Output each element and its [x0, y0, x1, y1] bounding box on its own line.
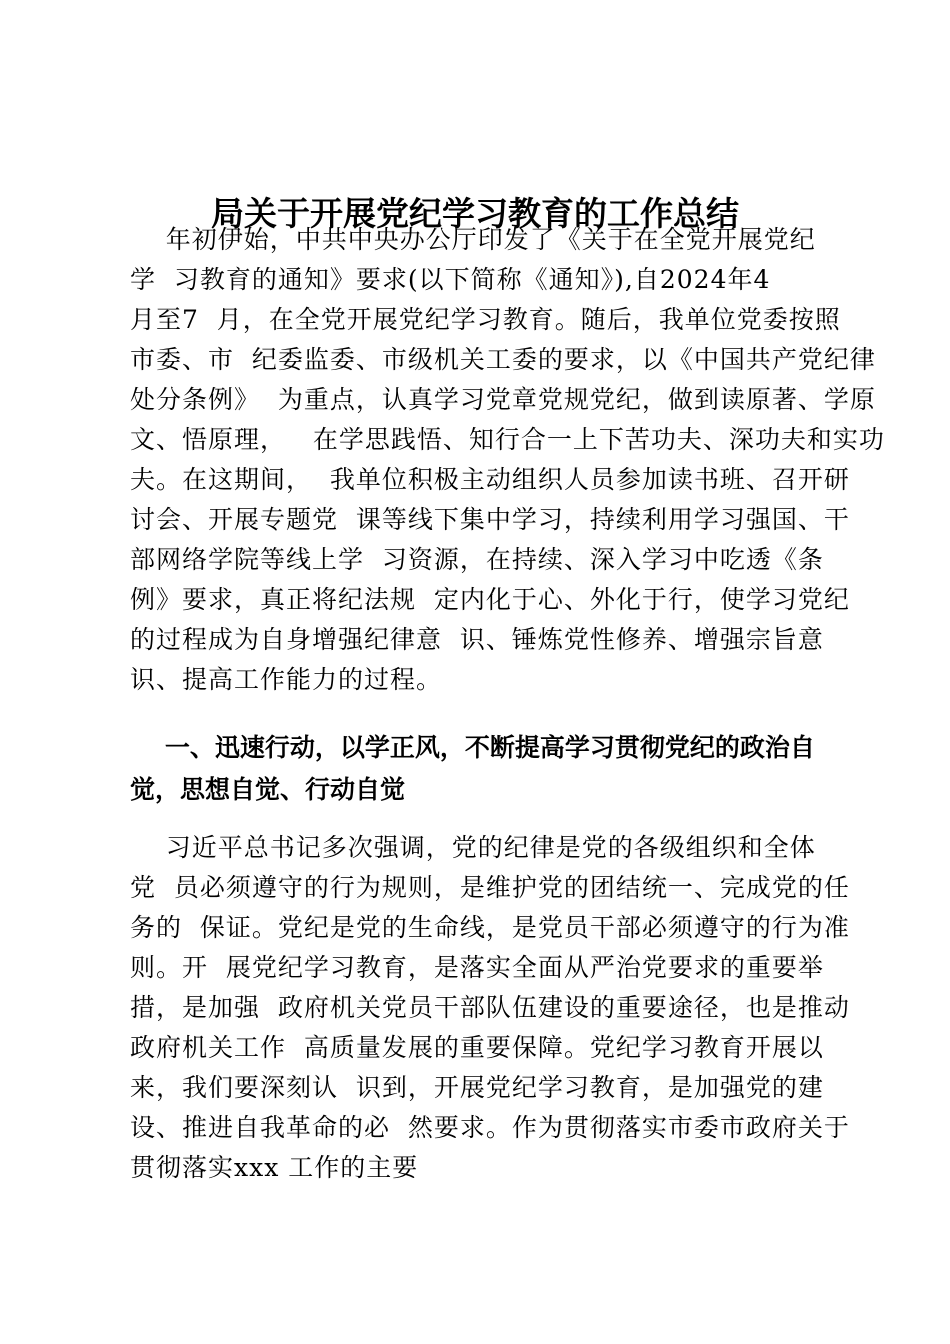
- paragraph-line: 月至7 月，在全党开展党纪学习教育。随后，我单位党委按照: [130, 305, 841, 334]
- paragraph-line: 设、推进自我革命的必 然要求。作为贯彻落实市委市政府关于: [130, 1113, 850, 1142]
- paragraph-line: 例》要求，真正将纪法规 定内化于心、外化于行，使学习党纪: [130, 585, 850, 614]
- paragraph-line: 学 习教育的通知》要求(以下简称《通知》),自2024年4: [130, 265, 771, 294]
- section-paragraph: [130, 828, 850, 1188]
- paragraph-line: 市委、市 纪委监委、市级机关工委的要求，以《中国共产党纪律: [130, 345, 876, 374]
- heading-line: 觉，思想自觉、行动自觉: [130, 775, 406, 804]
- document-title: 局关于开展党纪学习教育的工作总结: [211, 194, 739, 233]
- paragraph-line: 文、悟原理， 在学思践悟、知行合一上下苦功夫、深功夫和实功: [130, 425, 885, 454]
- paragraph-line: 政府机关工作 高质量发展的重要保障。党纪学习教育开展以: [130, 1033, 824, 1062]
- paragraph-line: 讨会、开展专题党 课等线下集中学习，持续利用学习强国、干: [130, 505, 850, 534]
- paragraph-line: 年初伊始，中共中央办公厅印发了《关于在全党开展党纪: [130, 225, 816, 254]
- paragraph-line: 务的 保证。党纪是党的生命线，是党员干部必须遵守的行为准: [130, 913, 850, 942]
- paragraph-line: 措，是加强 政府机关党员干部队伍建设的重要途径，也是推动: [130, 993, 850, 1022]
- paragraph-line: 处分条例》 为重点，认真学习党章党规党纪，做到读原著、学原: [130, 385, 876, 414]
- intro-paragraph: [130, 220, 885, 700]
- paragraph-line: 党 员必须遵守的行为规则，是维护党的团结统一、完成党的任: [130, 873, 850, 902]
- paragraph-line: 部网络学院等线上学 习资源，在持续、深入学习中吃透《条: [130, 545, 824, 574]
- section-heading: [130, 727, 830, 811]
- paragraph-line: 来，我们要深刻认 识到，开展党纪学习教育，是加强党的建: [130, 1073, 824, 1102]
- heading-line: 一、迅速行动，以学正风，不断提高学习贯彻党纪的政治自: [130, 733, 815, 762]
- paragraph-line: 识、提高工作能力的过程。: [130, 665, 443, 694]
- paragraph-line: 夫。在这期间， 我单位积极主动组织人员参加读书班、召开研: [130, 465, 850, 494]
- paragraph-line: 则。开 展党纪学习教育，是落实全面从严治党要求的重要举: [130, 953, 824, 982]
- paragraph-line: 贯彻落实xxx 工作的主要: [130, 1153, 419, 1182]
- paragraph-line: 的过程成为自身增强纪律意 识、锤炼党性修养、增强宗旨意: [130, 625, 824, 654]
- paragraph-line: 习近平总书记多次强调，党的纪律是党的各级组织和全体: [130, 833, 816, 862]
